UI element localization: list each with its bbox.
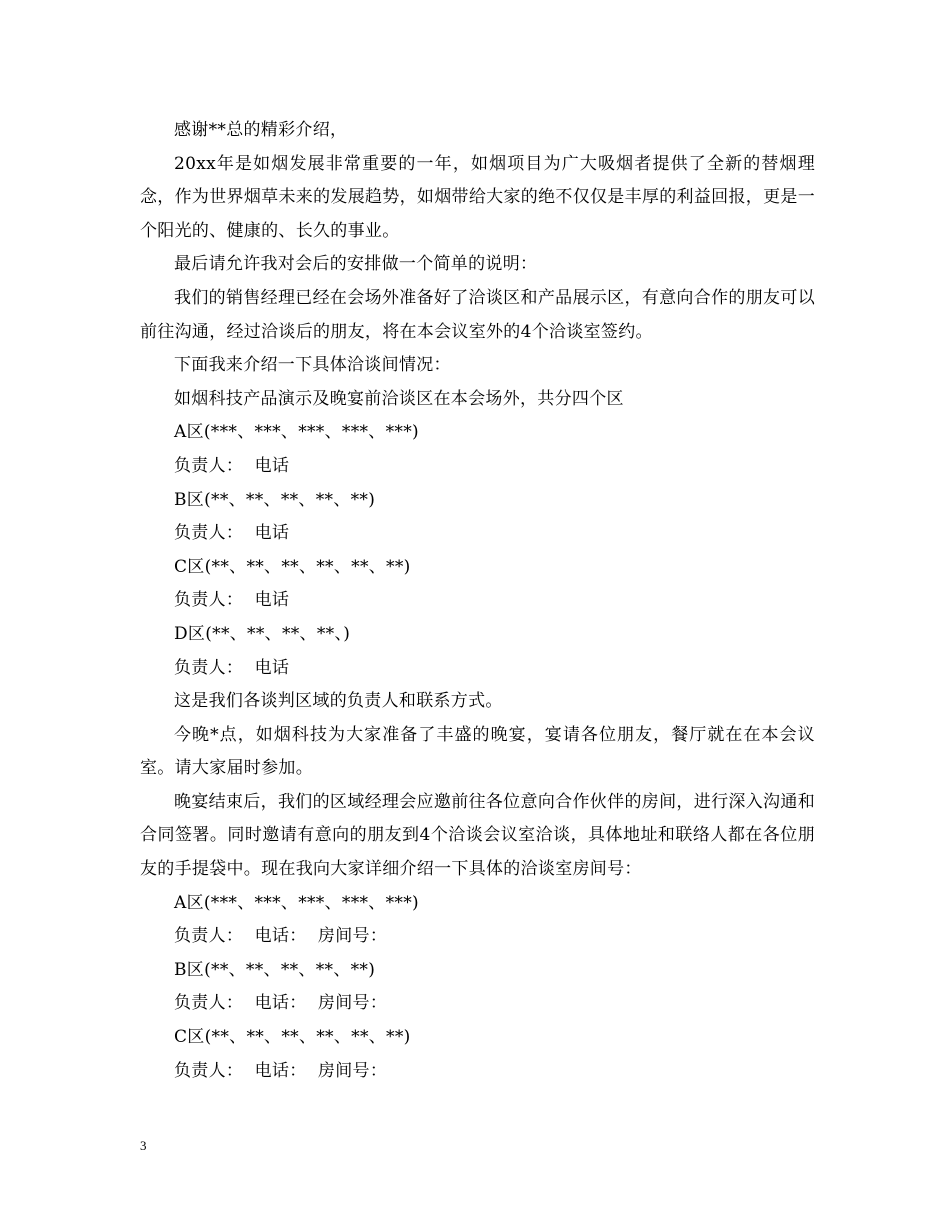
paragraph: 晚宴结束后，我们的区域经理会应邀前往各位意向合作伙伴的房间，进行深入沟通和合同签署。同时邀请有意向的朋友到4个洽谈会议室洽谈，具体地址和联络人都在各位朋友的手提袋中。现在我向大家详细介绍一下具体的洽谈室房间号： (140, 791, 815, 880)
contact-line: 负责人： 电话： 房间号： (174, 926, 388, 947)
paragraph: 如烟科技产品演示及晚宴前洽谈区在本会场外，共分四个区 (174, 388, 624, 409)
zone-line: B区(**、**、**、**、**) (174, 959, 376, 980)
zone-line: A区(***、***、***、***、***) (174, 422, 419, 443)
page-number: 3 (140, 1138, 147, 1153)
paragraph: 感谢**总的精彩介绍， (174, 120, 348, 140)
document-body (140, 114, 815, 1088)
contact-line: 负责人： 电话： 房间号： (174, 1060, 388, 1081)
zone-line: B区(**、**、**、**、**) (174, 489, 376, 510)
contact-line: 负责人： 电话 (174, 455, 290, 476)
zone-line: C区(**、**、**、**、**、**) (174, 556, 411, 577)
paragraph: 20xx年是如烟发展非常重要的一年，如烟项目为广大吸烟者提供了全新的替烟理念，作为世界烟草未来的发展趋势，如烟带给大家的绝不仅仅是丰厚的利益回报，更是一个阳光的、健康的、长久的事业。 (140, 153, 815, 241)
paragraph: 这是我们各谈判区域的负责人和联系方式。 (174, 691, 503, 712)
paragraph: 最后请允许我对会后的安排做一个简单的说明： (174, 254, 538, 275)
paragraph: 今晚*点，如烟科技为大家准备了丰盛的晚宴，宴请各位朋友，餐厅就在在本会议室。请大家届时参加。 (140, 724, 815, 779)
contact-line: 负责人： 电话 (174, 523, 290, 544)
paragraph: 我们的销售经理已经在会场外准备好了洽谈区和产品展示区，有意向合作的朋友可以前往沟通，经过洽谈后的朋友，将在本会议室外的4个洽谈室签约。 (140, 287, 815, 342)
contact-line: 负责人： 电话 (174, 590, 290, 611)
zone-line: D区(**、**、**、**、) (174, 623, 351, 644)
contact-line: 负责人： 电话 (174, 657, 290, 678)
zone-line: A区(***、***、***、***、***) (174, 892, 419, 913)
paragraph: 下面我来介绍一下具体洽谈间情况： (174, 355, 451, 376)
contact-line: 负责人： 电话： 房间号： (174, 993, 388, 1014)
zone-line: C区(**、**、**、**、**、**) (174, 1027, 411, 1048)
